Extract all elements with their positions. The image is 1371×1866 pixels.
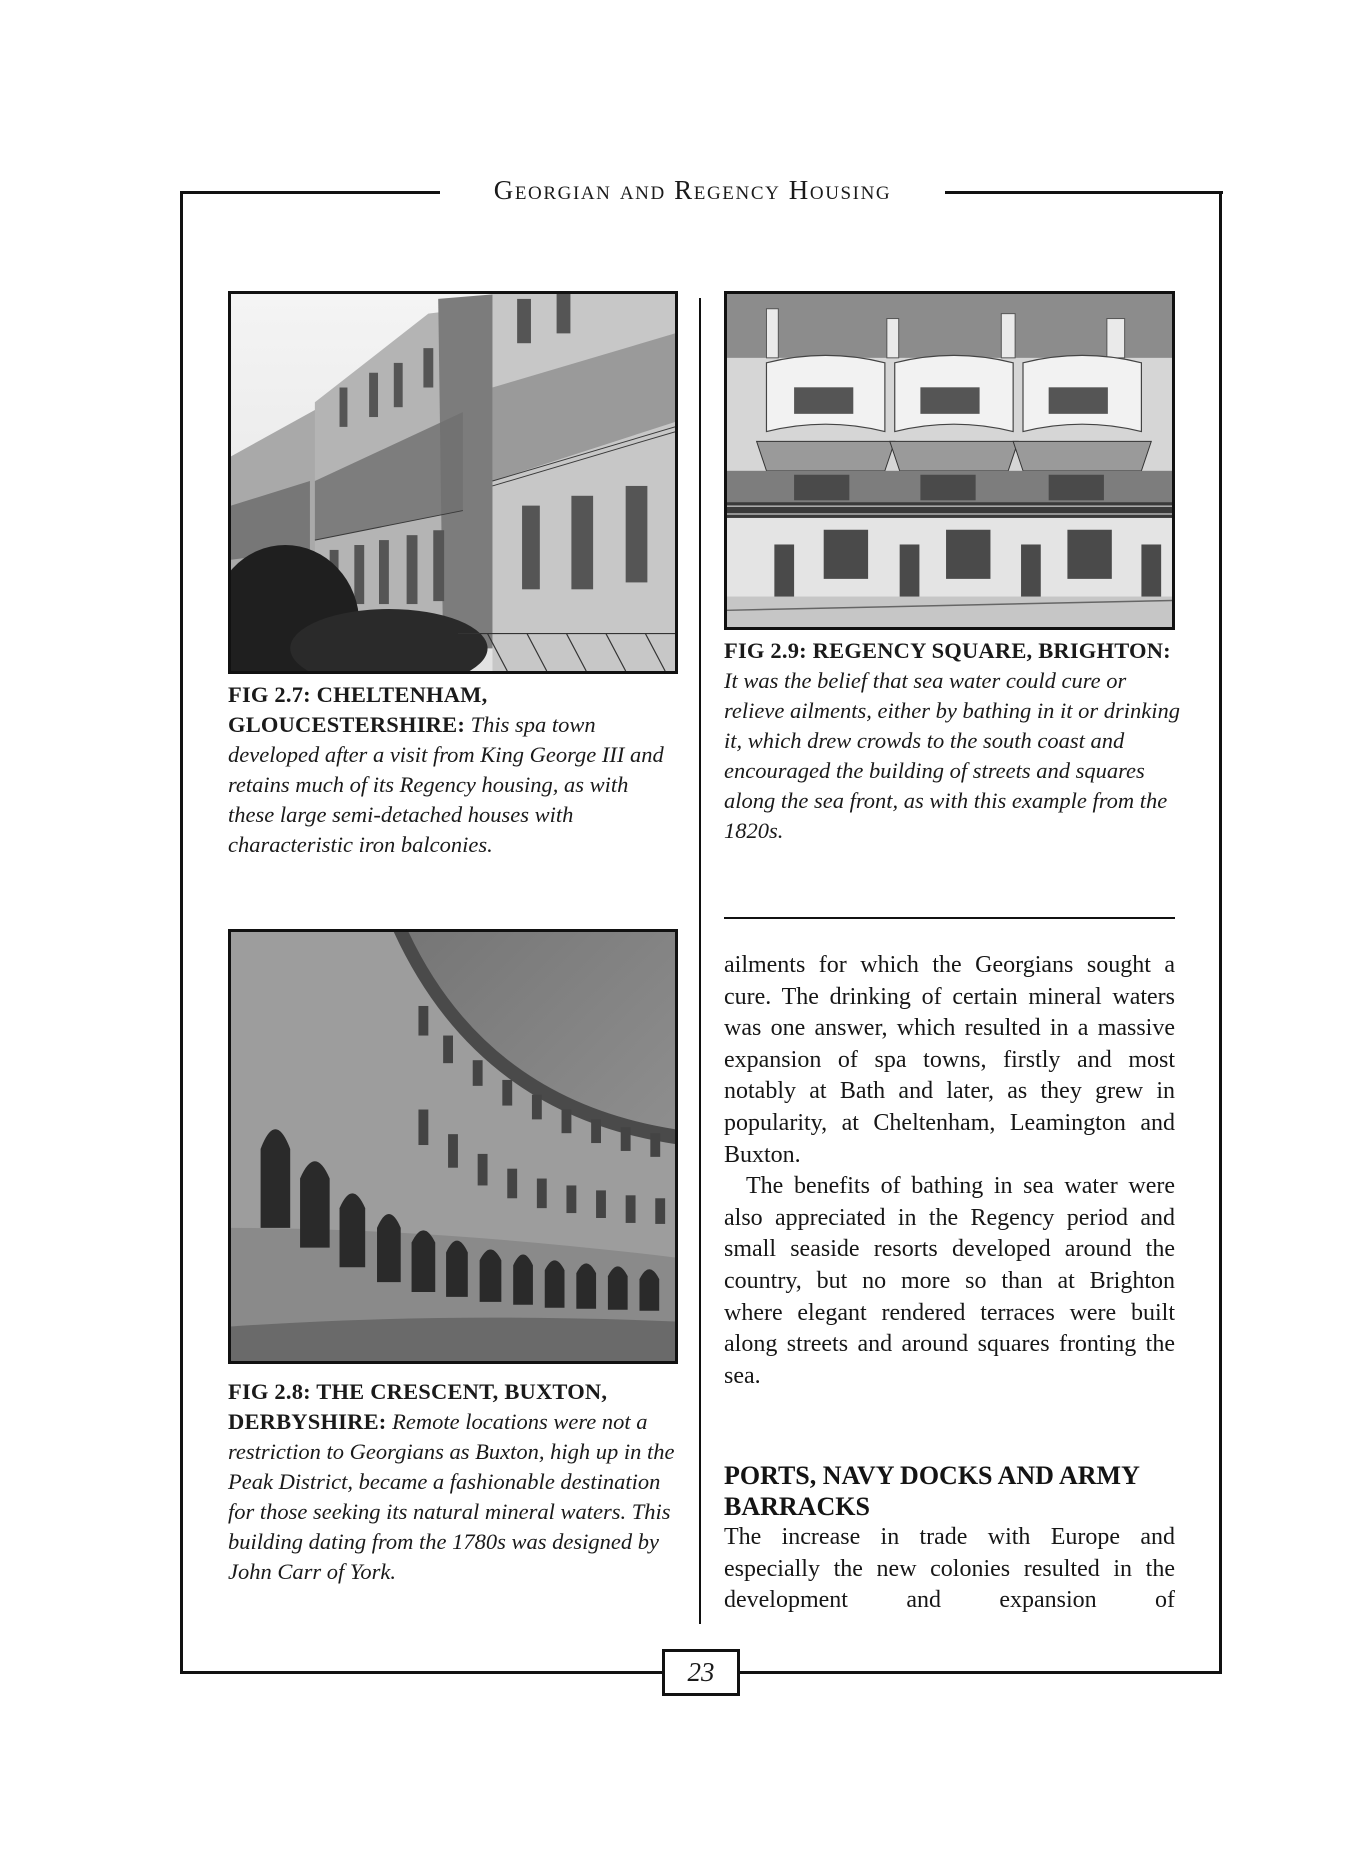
figure-2-9-photo xyxy=(724,291,1175,630)
section-heading: PORTS, NAVY DOCKS AND ARMY BARRACKS xyxy=(724,1461,1139,1521)
figure-2-7-photo xyxy=(228,291,678,674)
frame-right-rule xyxy=(1219,191,1222,1674)
caption-separator-rule xyxy=(724,917,1175,919)
figure-2-7-label: FIG 2.7: CHELTENHAM, GLOUCESTERSHIRE: xyxy=(228,682,488,737)
cheltenham-terrace-image xyxy=(231,294,675,671)
figure-2-8-label: FIG 2.8: THE CRESCENT, BUXTON, DERBYSHIRE: xyxy=(228,1379,608,1434)
figure-2-8-caption xyxy=(228,1377,683,1587)
body-text xyxy=(724,950,1175,1392)
figure-2-9-text: It was the belief that sea water could cure or relieve ailments, either by bathing in it or drinking it, which drew crowds to the south coast and encouraged the building of streets and squares along the sea front, as with this example from the 1820s. xyxy=(724,668,1180,843)
running-head: Georgian and Regency Housing xyxy=(440,170,945,210)
figure-2-7-caption xyxy=(228,680,680,860)
section-paragraph-1: The increase in trade with Europe and especially the new colonies resulted in the development and expansion of xyxy=(724,1524,1175,1614)
figure-2-8-photo xyxy=(228,929,678,1364)
page-number: 23 xyxy=(662,1649,740,1696)
figure-2-9-caption xyxy=(724,636,1180,846)
column-divider xyxy=(699,298,701,1624)
figure-2-7-text: This spa town developed after a visit from King George III and retains much of its Regency housing, as with these large semi-detached houses with characteristic iron balconies. xyxy=(228,712,664,857)
body-paragraph-1: ailments for which the Georgians sought a cure. The drinking of certain mineral waters was one answer, which resulted in a massive expansion of spa towns, firstly and most notably at Bath and later, as they grew in popularity, at Cheltenham, Leamington and Buxton. xyxy=(724,952,1175,1168)
section-body-text xyxy=(724,1522,1175,1617)
brighton-regency-square-image xyxy=(727,294,1172,627)
figure-2-8-text: Remote locations were not a restriction to Georgians as Buxton, high up in the Peak District, became a fashionable destination for those seeking its natural mineral waters. This building dating from the 1780s was designed by John Carr of York. xyxy=(228,1409,675,1584)
frame-left-rule xyxy=(180,191,183,1674)
body-paragraph-2: The benefits of bathing in sea water were also appreciated in the Regency period and small seaside resorts developed around the country, but no more so than at Brighton where elegant rendered terraces were built along streets and around squares fronting the sea. xyxy=(724,1173,1175,1389)
buxton-crescent-image xyxy=(231,932,675,1361)
figure-2-9-label: FIG 2.9: REGENCY SQUARE, BRIGHTON: xyxy=(724,638,1171,663)
